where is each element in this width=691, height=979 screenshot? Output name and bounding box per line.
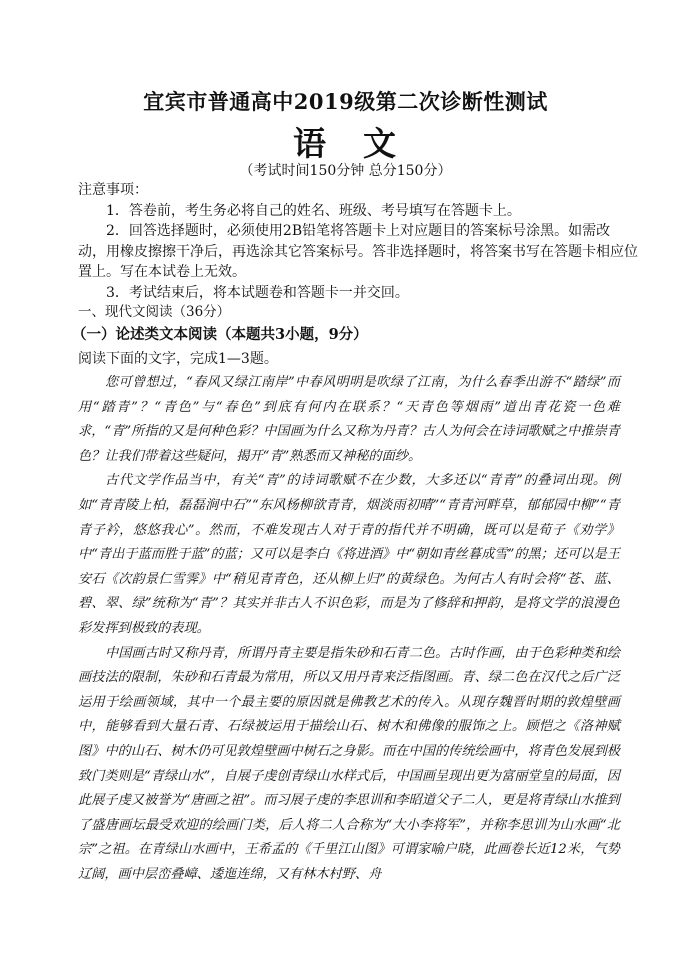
notice-item-1: 1．答卷前，考生务必将自己的姓名、班级、考号填写在答题卡上。 [106,202,521,219]
notice-item-3: 3．考试结束后，将本试题卷和答题卡一并交回。 [106,284,409,301]
notice-heading: 注意事项： [78,182,148,198]
passage-paragraph-1: 您可曾想过，“春风又绿江南岸”中春风明明是吹绿了江南，为什么春季出游不“踏绿”而用“踏青”？“青色”与“春色”到底有何内在联系？“天青色等烟雨”道出青花瓷一色难求，“青”所指的又是何种色彩？中国画为什么又称为丹青？古人为何会在诗词歌赋之中推崇青色？让我们带着这些疑问，揭开“青”熟悉而又神秘的面纱。 [78,375,620,464]
subsection-heading: （一）论述类文本阅读（本题共3小题，9分） [72,326,368,343]
reading-passage [78,371,620,887]
passage-paragraph-3: 中国画古时又称丹青，所谓丹青主要是指朱砂和石青二色。古时作画，由于色彩种类和绘画技法的限制，朱砂和石青最为常用，所以又用丹青来泛指图画。青、绿二色在汉代之后广泛运用于绘画领域，其中一个最主要的原因就是佛教艺术的传入。从现存魏晋时期的敦煌壁画中，能够看到大量石青、石绿被运用于描绘山石、树木和佛像的服饰之上。顾恺之《洛神赋图》中的山石、树木仍可见敦煌壁画中树石之身影。而在中国的传统绘画中，将青色发展到极致门类则是“青绿山水”，自展子虔创青绿山水样式后，中国画呈现出更为富丽堂皇的局面，因此展子虔又被誉为“唐画之祖”。而习展子虔的李思训和李昭道父子二人，更是将青绿山水推到了盛唐画坛最受欢迎的绘画门类，后人将二人合称为“大小李将军”，并称李思训为山水画“北宗”之祖。在青绿山水画中，王希孟的《千里江山图》可谓家喻户晓，此画卷长近12米，气势辽阔，画中层峦叠嶂、逶迤连绵，又有林木村野、舟 [78,645,620,882]
reading-instruction: 阅读下面的文字，完成1—3题。 [78,351,278,367]
notice-item-2: 2．回答选择题时，必须使用2B铅笔将答题卡上对应题目的答案标号涂黑。如需改动，用橡皮擦擦干净后，再选涂其它答案标号。答非选择题时，将答案书写在答题卡相应位置上。写在本试卷上无效。 [78,223,638,280]
subject-title: 语 文 [293,124,398,163]
passage-paragraph-2: 古代文学作品当中，有关“青”的诗词歌赋不在少数，大多还以“青青”的叠词出现。例如“青青陵上柏，磊磊涧中石”“东风杨柳欲青青，烟淡雨初晴”“青青河畔草，郁郁园中柳”“青青子衿，悠悠我心”。然而，不难发现古人对于青的指代并不明确，既可以是荀子《劝学》中“青出于蓝而胜于蓝”的蓝；又可以是李白《将进酒》中“朝如青丝暮成雪”的黑；还可以是王安石《次韵景仁雪霁》中“稍见青青色，还从柳上归”的黄绿色。为何古人有时会将“苍、蓝、碧、翠、绿”统称为“青”？其实并非古人不识色彩，而是为了修辞和押韵，是将文学的浪漫色彩发挥到极致的表现。 [78,473,620,636]
notice-block [78,180,638,303]
exam-info: （考试时间150分钟 总分150分） [239,163,452,179]
exam-title: 宜宾市普通高中2019级第二次诊断性测试 [143,89,548,114]
section-heading: 一、现代文阅读（36分） [78,304,231,320]
